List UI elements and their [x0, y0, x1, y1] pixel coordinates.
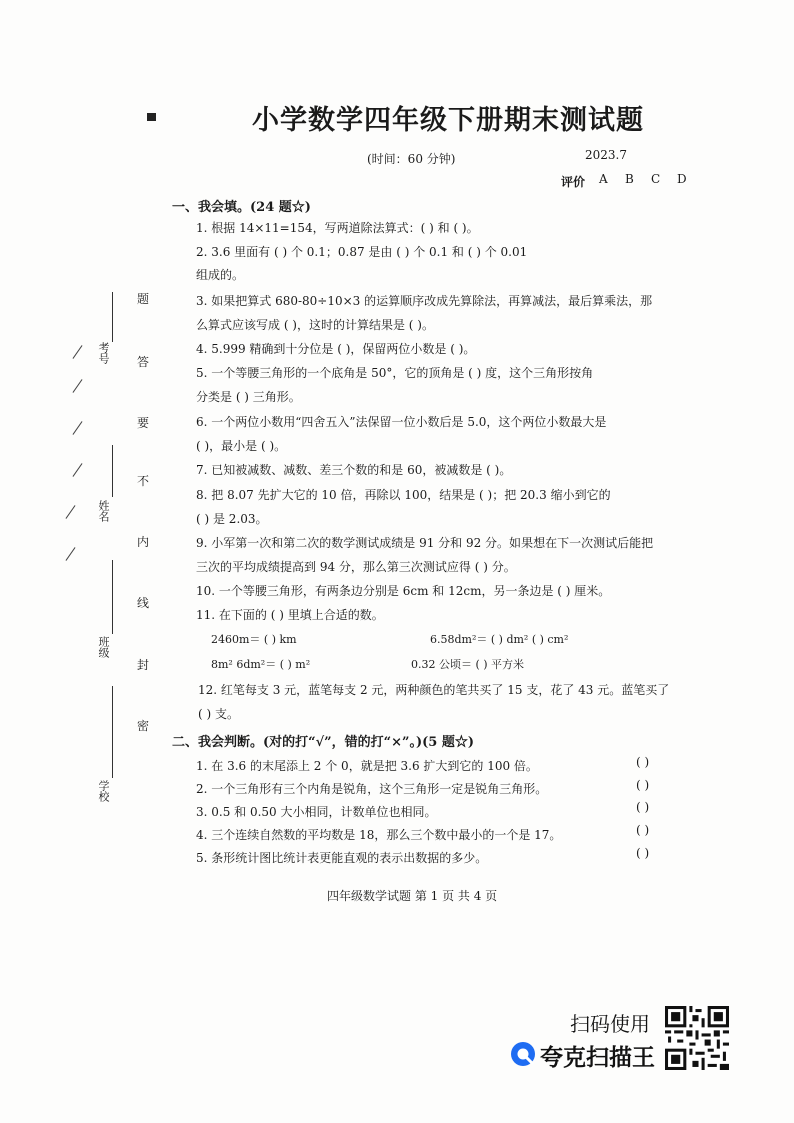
binding-char: 封 [137, 658, 150, 672]
binding-char: 题 [137, 292, 150, 306]
question-line: ( ) 是 2.03。 [196, 512, 268, 526]
question-line: 3. 如果把算式 680-80÷10×3 的运算顺序改成先算除法，再算减法，最后算乘法，那 [196, 294, 653, 308]
judge-item: 3. 0.5 和 0.50 大小相同，计数单位也相同。 [196, 805, 437, 819]
label-name: 姓名 [97, 500, 110, 522]
binding-char: 要 [137, 416, 150, 430]
question-line: ( )，最小是 ( )。 [196, 439, 287, 453]
cut-mark [73, 421, 83, 435]
cut-mark [73, 379, 83, 393]
class-rule [112, 560, 113, 634]
section-judge-heading: 二、我会判断。(对的打“√”，错的打“×”。)(5 题☆) [172, 735, 475, 750]
grade-option-a: A [599, 172, 608, 186]
grade-option-d: D [677, 172, 687, 186]
judge-item: 2. 一个三角形有三个内角是锐角，这个三角形一定是锐角三角形。 [196, 782, 548, 796]
question-line: 12. 红笔每支 3 元，蓝笔每支 2 元，两种颜色的笔共买了 15 支，花了 43 元。蓝笔买了 [198, 683, 670, 697]
exam-title: 小学数学四年级下册期末测试题 [252, 105, 644, 136]
grade-option-c: C [651, 172, 661, 186]
conversion-item: 8m² 6dm²＝ ( ) m² [211, 658, 311, 671]
judge-item: 5. 条形统计图比统计表更能直观的表示出数据的多少。 [196, 851, 488, 865]
scan-prompt: 扫码使用 [570, 1012, 650, 1036]
conversion-item: 0.32 公顷＝ ( ) 平方米 [411, 658, 525, 671]
conversion-item: 6.58dm²＝ ( ) dm² ( ) cm² [430, 633, 569, 646]
question-line: 10. 一个等腰三角形，有两条边分别是 6cm 和 12cm，另一条边是 ( ) 厘米。 [196, 584, 611, 598]
name-rule [112, 445, 113, 497]
binding-char: 内 [137, 535, 150, 549]
cut-mark [73, 463, 83, 477]
qr-code-icon[interactable] [665, 1006, 729, 1070]
question-line: 4. 5.999 精确到十分位是 ( )，保留两位小数是 ( )。 [196, 342, 476, 356]
binding-char: 线 [137, 596, 150, 610]
judge-item: 1. 在 3.6 的末尾添上 2 个 0，就是把 3.6 扩大到它的 100 倍。 [196, 759, 538, 773]
answer-paren: ( ) [636, 846, 650, 860]
grade-label: 评价 [561, 175, 586, 189]
question-line: 么算式应该写成 ( )，这时的计算结果是 ( )。 [196, 318, 434, 332]
section-fill-heading: 一、我会填。(24 题☆) [172, 200, 311, 215]
answer-paren: ( ) [636, 800, 650, 814]
scanner-logo-icon [510, 1041, 536, 1067]
question-line: 6. 一个两位小数用“四舍五入”法保留一位小数后是 5.0，这个两位小数最大是 [196, 415, 607, 429]
binding-char: 答 [137, 355, 150, 369]
question-line: 5. 一个等腰三角形的一个底角是 50°，它的顶角是 ( ) 度，这个三角形按角 [196, 366, 594, 380]
question-line: 分类是 ( ) 三角形。 [196, 390, 301, 404]
grade-option-b: B [625, 172, 634, 186]
question-line: 11. 在下面的 ( ) 里填上合适的数。 [196, 608, 384, 622]
corner-mark [147, 113, 156, 121]
label-exam-number: 考号 [97, 342, 110, 364]
exam-date: 2023.7 [585, 148, 627, 162]
question-line: 2. 3.6 里面有 ( ) 个 0.1；0.87 是由 ( ) 个 0.1 和 ( ) 个 0.01 [196, 245, 528, 259]
label-school: 学校 [97, 780, 110, 802]
page-footer: 四年级数学试题 第 1 页 共 4 页 [327, 889, 498, 903]
school-rule [112, 686, 113, 778]
conversion-item: 2460m＝ ( ) km [211, 633, 297, 646]
question-line: 9. 小军第一次和第二次的数学测试成绩是 91 分和 92 分。如果想在下一次测试后能把 [196, 536, 654, 550]
cut-mark [73, 345, 83, 359]
question-line: 1. 根据 14×11=154，写两道除法算式：( ) 和 ( )。 [196, 221, 479, 235]
label-class: 班级 [97, 636, 110, 658]
answer-paren: ( ) [636, 823, 650, 837]
cut-mark [66, 505, 76, 519]
answer-paren: ( ) [636, 755, 650, 769]
brand-name: 夸克扫描王 [540, 1045, 655, 1071]
question-line: 组成的。 [196, 268, 245, 282]
question-line: 8. 把 8.07 先扩大它的 10 倍，再除以 100，结果是 ( )；把 20.3 缩小到它的 [196, 488, 611, 502]
answer-paren: ( ) [636, 778, 650, 792]
binding-char: 密 [137, 719, 150, 733]
exam-number-rule [112, 292, 113, 342]
binding-char: 不 [137, 474, 150, 488]
question-line: ( ) 支。 [198, 707, 239, 721]
judge-item: 4. 三个连续自然数的平均数是 18，那么三个数中最小的一个是 17。 [196, 828, 562, 842]
cut-mark [66, 547, 76, 561]
question-line: 7. 已知被减数、减数、差三个数的和是 60，被减数是 ( )。 [196, 463, 512, 477]
question-line: 三次的平均成绩提高到 94 分，那么第三次测试应得 ( ) 分。 [196, 560, 516, 574]
exam-time: (时间：60 分钟) [367, 152, 456, 166]
